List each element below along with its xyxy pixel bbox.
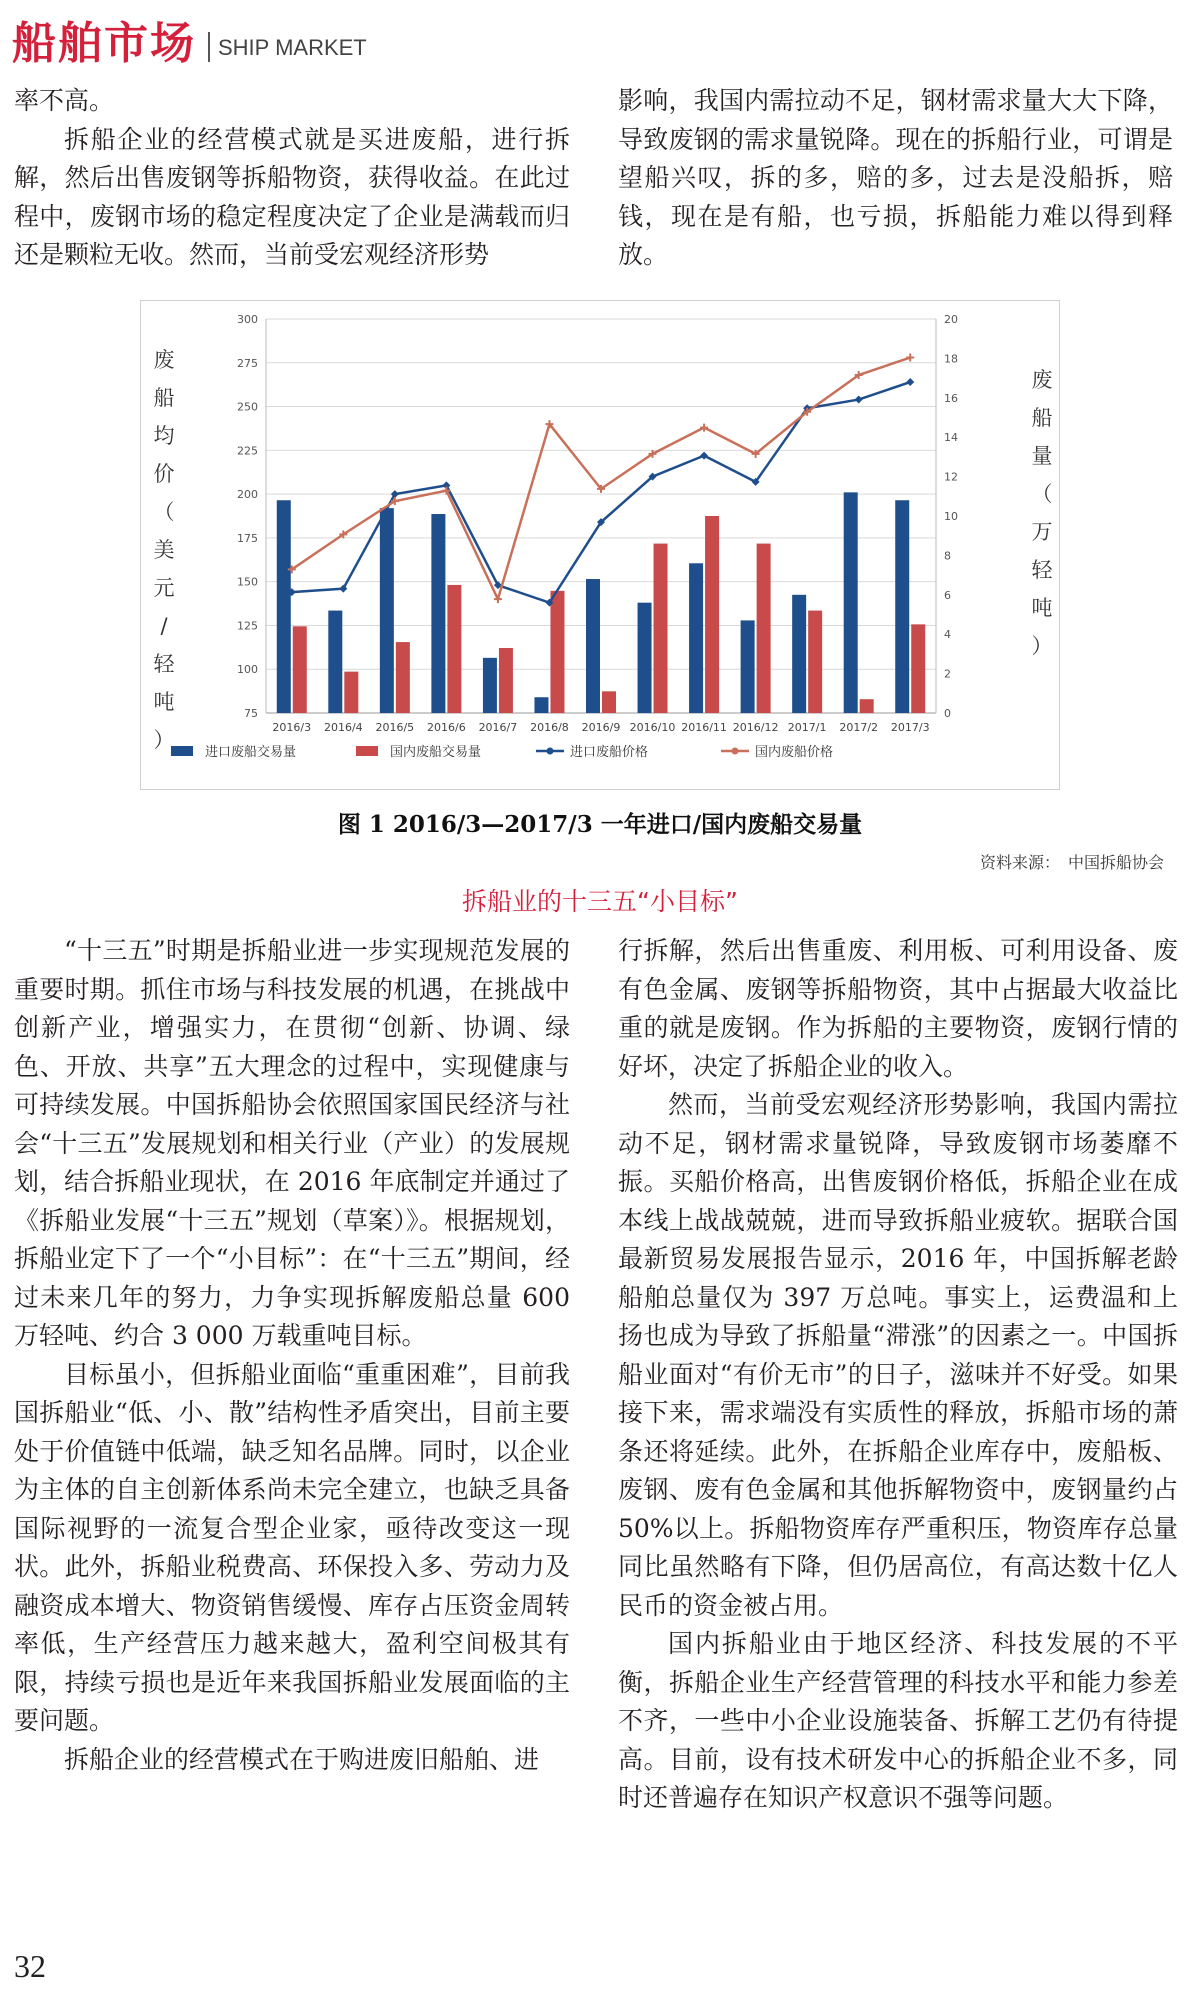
bar-domestic — [550, 591, 564, 713]
x-tick-label: 2016/4 — [323, 721, 363, 734]
x-tick-label: 2016/6 — [427, 721, 466, 734]
bottom-right-column — [618, 932, 1178, 1818]
bottom-left-column — [14, 932, 570, 1779]
bar-import — [534, 697, 548, 713]
paragraph: 拆船企业的经营模式在于购进废旧船舶、进 — [64, 1744, 540, 1774]
right-tick-label: 18 — [944, 352, 958, 366]
right-tick-label: 20 — [944, 313, 958, 326]
top-right-column — [618, 82, 1173, 275]
legend-label: 进口废船交易量 — [205, 745, 297, 760]
bar-import — [431, 514, 445, 713]
bar-import — [586, 579, 600, 713]
bar-import — [380, 508, 394, 713]
figure-caption: 图 1 2016/3—2017/3 一年进口/国内废船交易量 — [337, 811, 863, 838]
x-tick-label: 2016/10 — [629, 721, 676, 734]
x-tick-label: 2016/5 — [375, 721, 415, 734]
bar-domestic — [705, 516, 719, 713]
magazine-section-subtitle: SHIP MARKET — [218, 35, 367, 60]
price-point-domestic — [494, 595, 502, 603]
right-tick-label: 14 — [944, 431, 958, 445]
right-axis-label: 废 船 量 （ 万 轻 吨 ） — [1031, 368, 1053, 658]
bar-domestic — [344, 672, 358, 713]
price-point-domestic — [906, 354, 914, 362]
legend-label: 国内废船价格 — [755, 745, 834, 760]
paragraph: 目标虽小，但拆船业面临“重重困难”，目前我国拆船业“低、小、散”结构性矛盾突出，目前主要处于价值链中低端，缺乏知名品牌。同时，以企业为主体的自主创新体系尚未完全建立，也缺乏具备国际视野的一流复合型企业家，亟待改变这一现状。此外，拆船业税费高、环保投入多、劳动力及融资成本增大、物资销售缓慢、库存占压资金周转率低，生产经营压力越来越大，盈利空间极其有限，持续亏损也是近年来我国拆船业发展面临的主要问题。 — [14, 1359, 570, 1735]
left-tick-label: 250 — [237, 400, 258, 414]
bar-import — [895, 500, 909, 713]
bar-domestic — [447, 585, 461, 713]
right-tick-label: 8 — [944, 549, 951, 563]
bar-domestic — [757, 544, 771, 713]
x-tick-label: 2016/7 — [478, 721, 518, 734]
left-tick-label: 100 — [237, 663, 258, 677]
page-number: 32 — [14, 1948, 46, 1984]
bar-import — [792, 595, 806, 713]
right-tick-label: 12 — [944, 470, 958, 484]
paragraph: “十三五”时期是拆船业进一步实现规范发展的重要时期。抓住市场与科技发展的机遇，在挑战中创新产业，增强实力，在贯彻“创新、协调、绿色、开放、共享”五大理念的过程中，实现健康与可持续发展。中国拆船协会依照国家国民经济与社会“十三五”发展规划和相关行业（产业）的发展规划，结合拆船业现状，在 2016 年底制定并通过了《拆船业发展“十三五”规划（草案）》。根据规划，拆船业定下了一个“小目标”：在“十三五”期间，经过未来几年的努力，力争实现拆解废船总量 600 万轻吨、约合 3 000 万载重吨目标。 — [14, 936, 570, 1350]
right-tick-label: 16 — [944, 391, 958, 405]
legend-marker — [732, 748, 739, 755]
x-tick-label: 2016/11 — [681, 721, 727, 734]
left-tick-label: 200 — [237, 488, 258, 502]
right-tick-label: 4 — [944, 628, 951, 642]
bar-import — [689, 563, 703, 713]
legend-swatch — [356, 746, 378, 756]
magazine-section-title: 船舶市场 — [12, 18, 196, 69]
bar-domestic — [860, 699, 874, 713]
bar-domestic — [293, 626, 307, 713]
price-point-import — [855, 396, 863, 404]
bar-domestic — [499, 648, 513, 713]
bar-domestic — [654, 544, 668, 713]
x-tick-label: 2016/12 — [732, 721, 779, 734]
bar-domestic — [911, 624, 925, 713]
bar-import — [741, 620, 755, 713]
bar-import — [844, 492, 858, 713]
header-divider — [208, 32, 210, 62]
x-tick-label: 2017/1 — [787, 721, 827, 734]
x-tick-label: 2016/9 — [581, 721, 621, 734]
right-tick-label: 6 — [944, 588, 951, 602]
paragraph: 国内拆船业由于地区经济、科技发展的不平衡，拆船企业生产经营管理的科技水平和能力参差不齐，一些中小企业设施装备、拆解工艺仍有待提高。目前，设有技术研发中心的拆船企业不多，同时还普遍存在知识产权意识不强等问题。 — [618, 1629, 1178, 1812]
legend-marker — [547, 748, 554, 755]
right-tick-label: 2 — [944, 667, 951, 681]
bar-import — [328, 611, 342, 713]
x-tick-label: 2016/3 — [272, 721, 312, 734]
paragraph: 影响，我国内需拉动不足，钢材需求量大大下降，导致废钢的需求量锐降。现在的拆船行业，可谓是望船兴叹，拆的多，赔的多，过去是没船拆，赔钱，现在是有船，也亏损，拆船能力难以得到释放。 — [618, 86, 1173, 269]
bar-domestic — [396, 642, 410, 713]
left-tick-label: 300 — [237, 313, 258, 326]
left-axis-label: 废 船 均 价 （ 美 元 / 轻 吨 ） — [153, 348, 175, 752]
x-tick-label: 2017/2 — [839, 721, 879, 734]
paragraph: 率不高。 — [14, 86, 115, 115]
left-tick-label: 175 — [237, 531, 258, 545]
bar-import — [483, 658, 497, 713]
top-left-column — [14, 82, 570, 275]
left-tick-label: 275 — [237, 356, 258, 370]
legend-label: 国内废船交易量 — [390, 745, 482, 760]
left-tick-label: 225 — [237, 444, 258, 458]
right-tick-label: 0 — [944, 707, 951, 720]
page-header — [12, 10, 367, 70]
left-tick-label: 150 — [237, 575, 258, 589]
right-tick-label: 10 — [944, 510, 958, 523]
left-tick-label: 125 — [237, 619, 258, 633]
price-point-import — [906, 378, 914, 386]
paragraph: 拆船企业的经营模式就是买进废船，进行拆解，然后出售废钢等拆船物资，获得收益。在此过程中，废钢市场的稳定程度决定了企业是满载而归还是颗粒无收。然而，当前受宏观经济形势 — [14, 124, 570, 269]
chart-canvas — [141, 301, 1061, 791]
scrap-ship-chart — [140, 300, 1060, 790]
left-tick-label: 75 — [244, 707, 258, 720]
bar-domestic — [602, 691, 616, 713]
section-heading: 拆船业的十三五“小目标” — [462, 887, 738, 916]
bar-import — [638, 603, 652, 713]
x-tick-label: 2017/3 — [890, 721, 930, 734]
paragraph: 行拆解，然后出售重废、利用板、可利用设备、废有色金属、废钢等拆船物资，其中占据最大收益比重的就是废钢。作为拆船的主要物资，废钢行情的好坏，决定了拆船企业的收入。 — [618, 936, 1178, 1081]
legend-label: 进口废船价格 — [570, 745, 649, 760]
bar-domestic — [808, 611, 822, 713]
figure-source: 资料来源： 中国拆船协会 — [979, 853, 1164, 872]
paragraph: 然而，当前受宏观经济形势影响，我国内需拉动不足，钢材需求量锐降，导致废钢市场萎靡不振。买船价格高，出售废钢价格低，拆船企业在成本线上战战兢兢，进而导致拆船业疲软。据联合国最新贸易发展报告显示，2016 年，中国拆解老龄船舶总量仅为 397 万总吨。事实上，运费温和上扬也成为导致了拆船量“滞涨”的因素之一。中国拆船业面对“有价无市”的日子，滋味并不好受。如果接下来，需求端没有实质性的释放，拆船市场的萧条还将延续。此外，在拆船企业库存中，废船板、废钢、废有色金属和其他拆解物资中，废钢量约占 50%以上。拆船物资库存严重积压，物资库存总量同比虽然略有下降，但仍居高位，有高达数十亿人民币的资金被占用。 — [618, 1090, 1178, 1620]
x-tick-label: 2016/8 — [530, 721, 569, 734]
bar-import — [277, 500, 291, 713]
